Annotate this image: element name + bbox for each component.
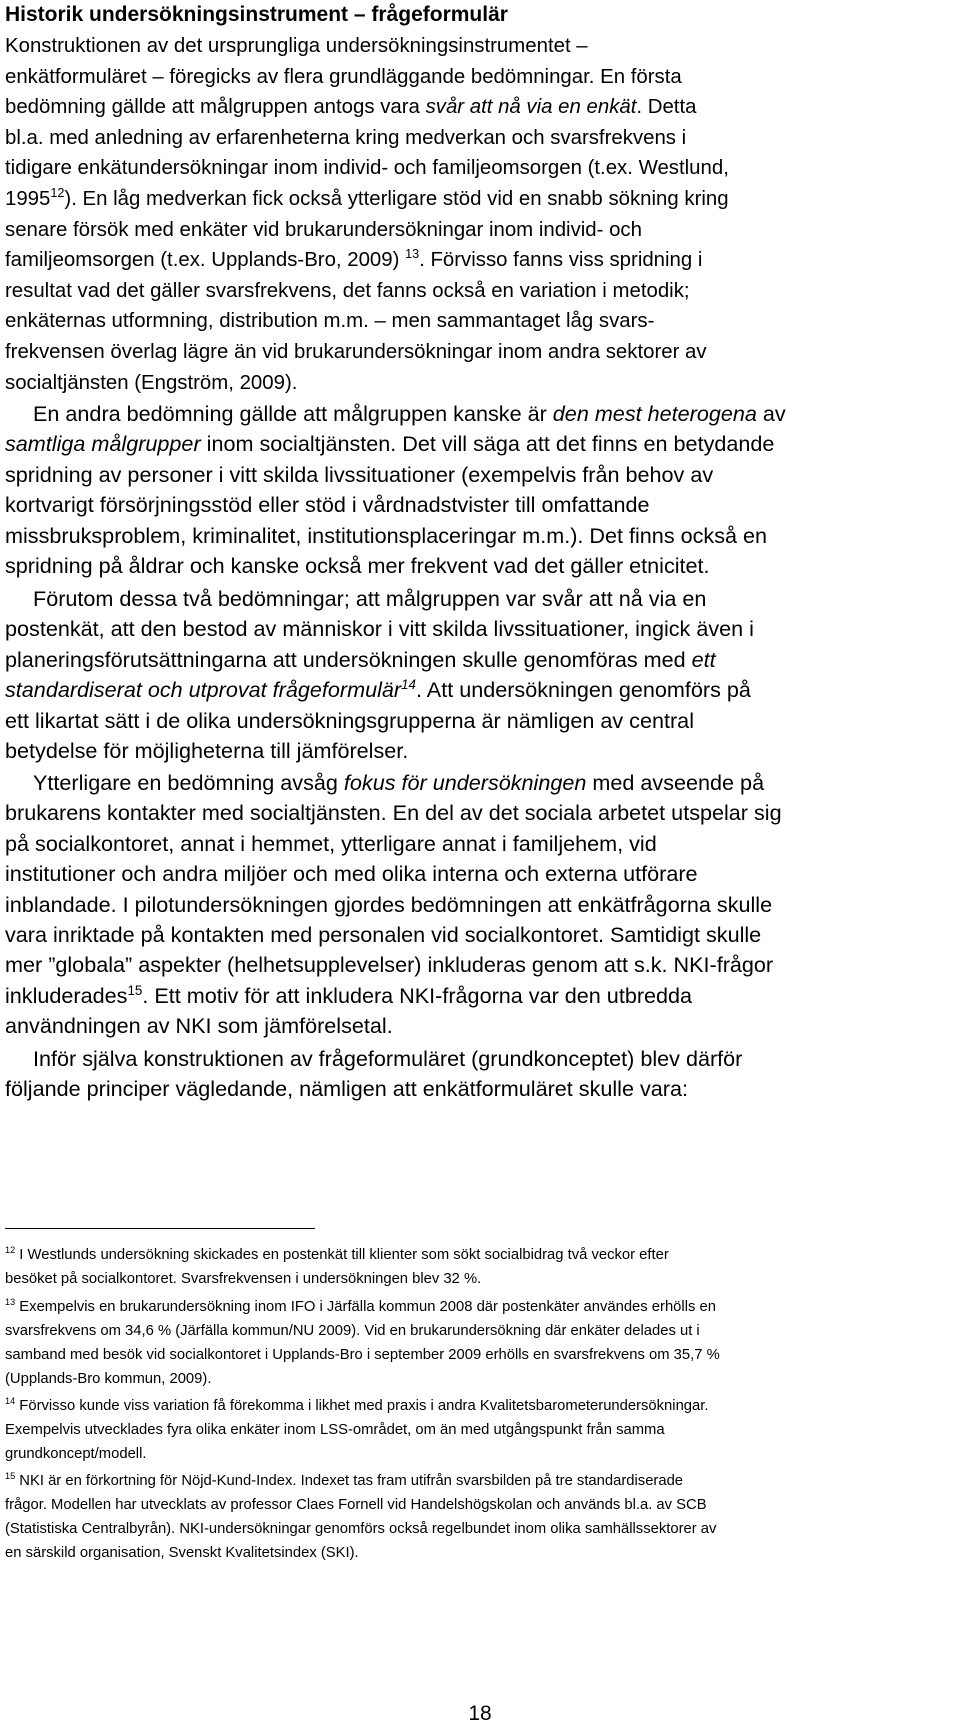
text-line: [5, 1442, 960, 1466]
text-run: kortvarigt försörjningsstöd eller stöd i vårdnadstvister till omfattande: [5, 492, 650, 518]
text-run: följande principer vägledande, nämligen att enkätformuläret skulle vara:: [5, 1076, 688, 1102]
text-line: [5, 31, 955, 62]
text-line: [5, 1517, 960, 1541]
text-run: planeringsförutsättningarna att undersökningen skulle genomföras med: [5, 646, 692, 672]
text-line: [5, 368, 955, 399]
text-run: enkäternas utformning, distribution m.m. – men sammantaget låg svars-: [5, 310, 655, 333]
footnote-number: 15: [5, 1471, 16, 1482]
text-run: NKI är en förkortning för Nöjd-Kund-Index. Indexet tas fram utifrån svarsbilden på tre standardiserade: [15, 1473, 684, 1489]
footnote-ref: 12: [50, 186, 65, 201]
text-line: [5, 1394, 960, 1418]
footnote-separator: [5, 1228, 315, 1229]
text-line: [5, 920, 955, 950]
text-line: [5, 1343, 960, 1367]
text-run: . Förvisso fanns viss spridning i: [419, 249, 703, 272]
paragraph-2: [5, 399, 955, 581]
text-line: [5, 584, 955, 614]
text-line: [5, 551, 955, 581]
text-line: [5, 460, 955, 490]
text-run: En andra bedömning gällde att målgruppen kanske är: [33, 401, 553, 426]
text-run: Ytterligare en bedömning avsåg: [33, 770, 344, 795]
text-line: [5, 153, 955, 184]
text-line: [5, 950, 955, 980]
emphasis-text: ett: [691, 646, 716, 672]
text-run: spridning av personer i vitt skilda livssituationer (exempelvis från behov av: [5, 461, 714, 487]
paragraph-3: [5, 584, 955, 766]
emphasis-text: standardiserat och utprovat frågeformulär: [5, 677, 402, 703]
text-run: Inför själva konstruktionen av frågeformuläret (grundkonceptet) blev därför: [33, 1046, 743, 1071]
text-line: [5, 1267, 960, 1291]
text-line: [5, 981, 955, 1011]
text-run: inblandade. I pilotundersökningen gjordes bedömningen att enkätfrågorna skulle: [5, 891, 773, 917]
text-run: resultat vad det gäller svarsfrekvens, det fanns också en variation i metodik;: [5, 279, 690, 302]
text-run: I Westlunds undersökning skickades en postenkät till klienter som sökt socialbidrag två veckor efter: [15, 1247, 669, 1263]
text-line: [5, 245, 955, 276]
paragraph-5: [5, 1044, 955, 1105]
text-run: brukarens kontakter med socialtjänsten. En del av det sociala arbetet utspelar sig: [5, 800, 782, 826]
text-line: [5, 1243, 960, 1267]
text-line: [5, 1319, 960, 1343]
text-run: . Detta: [636, 96, 697, 119]
text-line: [5, 276, 955, 307]
text-run: besöket på socialkontoret. Svarsfrekvensen i undersökningen blev 32 %.: [5, 1271, 482, 1287]
text-run: bedömning gällde att målgruppen antogs vara: [5, 96, 426, 119]
text-line: [5, 123, 955, 154]
text-run: inkluderades: [5, 982, 128, 1008]
text-run: institutioner och andra miljöer och med olika interna och externa utförare: [5, 861, 698, 887]
footnote-ref: 15: [127, 982, 143, 998]
footnote-12: [5, 1243, 960, 1291]
intro-paragraph: [5, 31, 955, 398]
text-run: familjeomsorgen (t.ex. Upplands-Bro, 2009): [5, 249, 406, 272]
emphasis-text: samtliga målgrupper: [5, 431, 201, 457]
text-run: ett likartat sätt i de olika undersökningsgrupperna är nämligen av central: [5, 707, 694, 733]
text-line: [5, 768, 955, 798]
text-run: grundkoncept/modell.: [5, 1446, 147, 1462]
footnote-13: [5, 1295, 960, 1391]
text-run: vara inriktade på kontakten med personalen vid socialkontoret. Samtidigt skulle: [5, 922, 762, 948]
text-run: av: [756, 401, 786, 426]
page-number: 18: [468, 1702, 492, 1725]
text-line: [5, 399, 955, 429]
emphasis-text: den mest heterogena: [552, 401, 757, 426]
paragraph-4: [5, 768, 955, 1042]
text-run: 1995: [5, 187, 51, 210]
text-run: . Ett motiv för att inkludera NKI-frågorna var den utbredda: [142, 982, 693, 1008]
text-line: [5, 675, 955, 705]
text-run: missbruksproblem, kriminalitet, institutionsplaceringar m.m.). Det finns också en: [5, 522, 768, 548]
footnote-15: [5, 1469, 960, 1565]
emphasis-text: fokus för undersökningen: [343, 770, 587, 795]
text-run: frekvensen överlag lägre än vid brukarundersökningar inom andra sektorer av: [5, 340, 707, 363]
footnote-ref: 13: [405, 247, 420, 262]
text-line: [5, 306, 955, 337]
text-line: [5, 1493, 960, 1517]
text-run: frågor. Modellen har utvecklats av professor Claes Fornell vid Handelshögskolan och används bl.a. av SCB: [5, 1497, 707, 1513]
text-line: [5, 1418, 960, 1442]
text-line: [5, 645, 955, 675]
text-run: Konstruktionen av det ursprungliga undersökningsinstrumentet –: [5, 35, 588, 57]
text-line: [5, 490, 955, 520]
text-run: . Att undersökningen genomförs på: [415, 677, 751, 703]
text-line: [5, 62, 955, 93]
footnote-14: [5, 1394, 960, 1466]
text-line: [5, 1074, 955, 1104]
text-line: [5, 92, 955, 123]
text-line: [5, 1011, 955, 1041]
text-run: en särskild organisation, Svenskt Kvalitetsindex (SKI).: [5, 1545, 359, 1561]
text-line: [5, 614, 955, 644]
text-run: socialtjänsten (Engström, 2009).: [5, 371, 298, 394]
section-heading: Historik undersökningsinstrument – frågeformulär: [5, 3, 508, 26]
text-run: postenkät, att den bestod av människor i vitt skilda livssituationer, ingick även i: [5, 616, 754, 642]
text-line: [5, 337, 955, 368]
text-line: [5, 429, 955, 459]
text-line: [5, 215, 955, 246]
text-run: mer ”globala” aspekter (helhetsupplevelser) inkluderas genom att s.k. NKI-frågor: [5, 952, 774, 978]
text-run: bl.a. med anledning av erfarenheterna kring medverkan och svarsfrekvens i: [5, 126, 687, 149]
text-run: (Upplands-Bro kommun, 2009).: [5, 1371, 212, 1387]
text-run: ). En låg medverkan fick också ytterligare stöd vid en snabb sökning kring: [64, 187, 729, 210]
footnote-ref: 14: [401, 677, 416, 693]
text-run: Exempelvis en brukarundersökning inom IFO i Järfälla kommun 2008 där postenkäter användes erhölls en: [15, 1299, 716, 1315]
text-line: [5, 1469, 960, 1493]
text-run: Förutom dessa två bedömningar; att målgruppen var svår att nå via en: [33, 586, 707, 611]
text-line: [5, 859, 955, 889]
text-run: svarsfrekvens om 34,6 % (Järfälla kommun/NU 2009). Vid en brukarundersökning där enkäter delades ut i: [5, 1323, 700, 1339]
text-line: [5, 1541, 960, 1565]
emphasis-text: svår att nå via en enkät: [425, 96, 637, 119]
footnote-number: 12: [5, 1245, 16, 1256]
text-run: Exempelvis utvecklades fyra olika enkäter inom LSS-området, om än med utgångspunkt från samma: [5, 1422, 665, 1438]
text-line: [5, 1044, 955, 1074]
text-run: betydelse för möjligheterna till jämförelser.: [5, 738, 409, 764]
text-run: enkätformuläret – föregicks av flera grundläggande bedömningar. En första: [5, 65, 682, 88]
text-line: [5, 890, 955, 920]
text-run: senare försök med enkäter vid brukarundersökningar inom individ- och: [5, 218, 642, 241]
text-run: inom socialtjänsten. Det vill säga att det finns en betydande: [200, 431, 775, 457]
text-run: användningen av NKI som jämförelsetal.: [5, 1013, 393, 1039]
text-line: [5, 1295, 960, 1319]
text-line: [5, 829, 955, 859]
text-run: spridning på åldrar och kanske också mer frekvent vad det gäller etnicitet.: [5, 553, 710, 579]
text-run: (Statistiska Centralbyrån). NKI-undersökningar genomförs också regelbundet inom olika samhällssektorer av: [5, 1521, 717, 1537]
text-line: [5, 706, 955, 736]
text-line: [5, 521, 955, 551]
text-run: med avseende på: [586, 770, 765, 795]
text-line: [5, 184, 955, 215]
text-line: [5, 798, 955, 828]
footnote-number: 13: [5, 1297, 16, 1308]
text-run: Förvisso kunde viss variation få förekomma i likhet med praxis i andra Kvalitetsbarometerundersökningar.: [15, 1398, 709, 1414]
footnote-number: 14: [5, 1396, 16, 1407]
text-line: [5, 1367, 960, 1391]
text-run: samband med besök vid socialkontoret i Upplands-Bro i september 2009 erhölls en svarsfrekvens om 35,7 %: [5, 1347, 720, 1363]
text-run: tidigare enkätundersökningar inom individ- och familjeomsorgen (t.ex. Westlund,: [5, 157, 729, 180]
text-line: [5, 736, 955, 766]
text-run: på socialkontoret, annat i hemmet, ytterligare annat i familjehem, vid: [5, 830, 657, 856]
